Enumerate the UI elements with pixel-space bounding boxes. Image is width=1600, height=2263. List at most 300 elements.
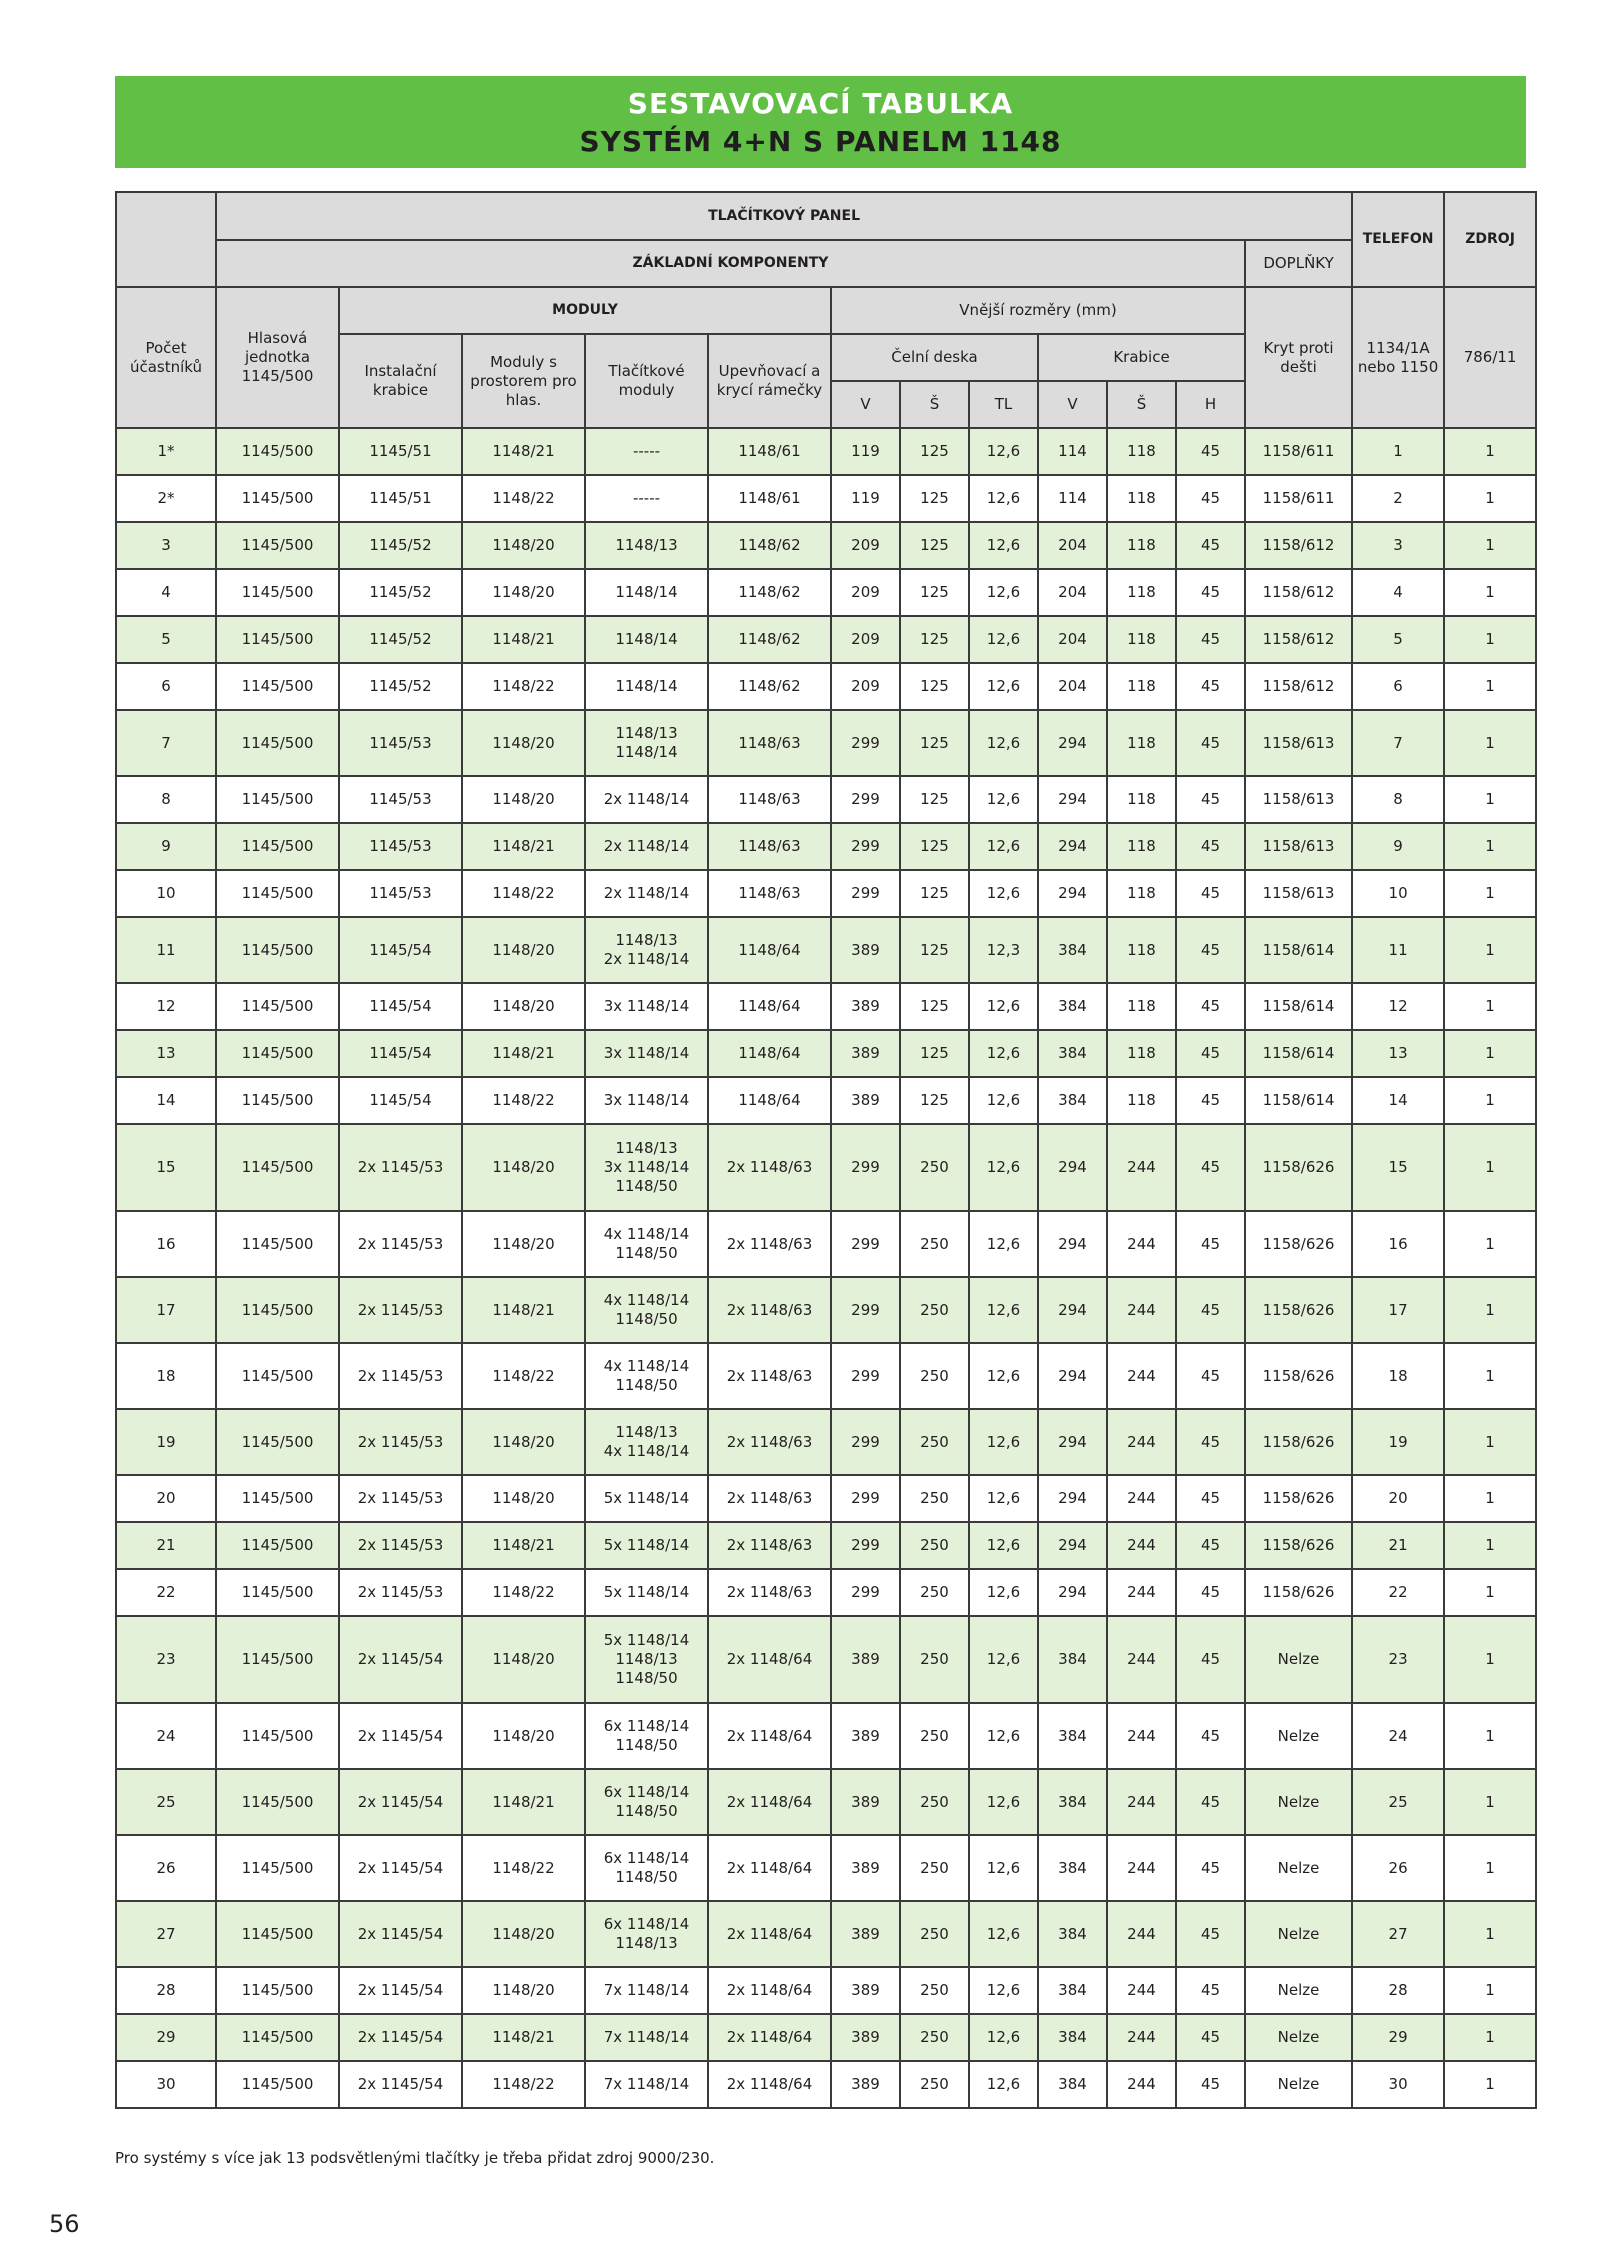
cell-button-modules: ----- (585, 475, 708, 522)
cell-box-v: 384 (1038, 2061, 1107, 2108)
header-telefon-model: 1134/1A nebo 1150 (1352, 287, 1444, 428)
cell-box-v: 384 (1038, 1967, 1107, 2014)
cell-front-s: 250 (900, 1769, 969, 1835)
header-install-box: Instalační krabice (339, 334, 462, 428)
cell-rain-cover: 1158/626 (1245, 1277, 1352, 1343)
cell-front-tl: 12,6 (969, 1967, 1038, 2014)
cell-telefon: 11 (1352, 917, 1444, 983)
cell-telefon: 17 (1352, 1277, 1444, 1343)
cell-voice-module: 1148/20 (462, 983, 585, 1030)
cell-zdroj: 1 (1444, 1277, 1536, 1343)
cell-telefon: 20 (1352, 1475, 1444, 1522)
cell-box-v: 204 (1038, 569, 1107, 616)
cell-rain-cover: 1158/614 (1245, 917, 1352, 983)
cell-telefon: 15 (1352, 1124, 1444, 1211)
cell-frames: 1148/63 (708, 776, 831, 823)
cell-voice-module: 1148/20 (462, 1967, 585, 2014)
cell-box-v: 294 (1038, 1124, 1107, 1211)
cell-install-box: 1145/53 (339, 823, 462, 870)
table-row (116, 1475, 1536, 1522)
cell-telefon: 10 (1352, 870, 1444, 917)
cell-front-tl: 12,6 (969, 1522, 1038, 1569)
cell-zdroj: 1 (1444, 1124, 1536, 1211)
cell-count: 20 (116, 1475, 216, 1522)
cell-front-tl: 12,6 (969, 663, 1038, 710)
cell-button-modules: 1148/13 3x 1148/14 1148/50 (585, 1124, 708, 1211)
header-box-v: V (1038, 381, 1107, 428)
cell-box-h: 45 (1176, 1343, 1245, 1409)
cell-voice-unit: 1145/500 (216, 1616, 339, 1703)
cell-front-tl: 12,6 (969, 2014, 1038, 2061)
table-row (116, 1343, 1536, 1409)
cell-front-v: 299 (831, 776, 900, 823)
cell-install-box: 2x 1145/54 (339, 1967, 462, 2014)
cell-telefon: 1 (1352, 428, 1444, 475)
cell-frames: 2x 1148/63 (708, 1277, 831, 1343)
cell-button-modules: 7x 1148/14 (585, 2014, 708, 2061)
cell-telefon: 28 (1352, 1967, 1444, 2014)
cell-voice-unit: 1145/500 (216, 2014, 339, 2061)
cell-box-s: 244 (1107, 2061, 1176, 2108)
cell-box-v: 294 (1038, 710, 1107, 776)
cell-zdroj: 1 (1444, 1475, 1536, 1522)
header-front-v: V (831, 381, 900, 428)
cell-voice-unit: 1145/500 (216, 870, 339, 917)
cell-count: 19 (116, 1409, 216, 1475)
cell-telefon: 23 (1352, 1616, 1444, 1703)
cell-front-s: 250 (900, 1835, 969, 1901)
cell-voice-unit: 1145/500 (216, 1769, 339, 1835)
cell-voice-module: 1148/22 (462, 870, 585, 917)
cell-voice-module: 1148/20 (462, 1409, 585, 1475)
cell-count: 25 (116, 1769, 216, 1835)
cell-count: 27 (116, 1901, 216, 1967)
cell-voice-unit: 1145/500 (216, 983, 339, 1030)
cell-rain-cover: 1158/612 (1245, 522, 1352, 569)
table-row (116, 569, 1536, 616)
cell-box-v: 294 (1038, 1277, 1107, 1343)
cell-box-h: 45 (1176, 1522, 1245, 1569)
cell-zdroj: 1 (1444, 823, 1536, 870)
cell-front-v: 119 (831, 428, 900, 475)
cell-box-h: 45 (1176, 2014, 1245, 2061)
cell-count: 26 (116, 1835, 216, 1901)
cell-rain-cover: 1158/626 (1245, 1569, 1352, 1616)
cell-voice-unit: 1145/500 (216, 1030, 339, 1077)
cell-front-v: 389 (831, 2014, 900, 2061)
cell-front-v: 299 (831, 1475, 900, 1522)
cell-front-s: 125 (900, 917, 969, 983)
cell-front-tl: 12,6 (969, 710, 1038, 776)
cell-voice-module: 1148/22 (462, 1343, 585, 1409)
cell-count: 1* (116, 428, 216, 475)
cell-rain-cover: 1158/613 (1245, 710, 1352, 776)
cell-front-s: 250 (900, 1901, 969, 1967)
header-front-tl: TL (969, 381, 1038, 428)
header-basic-components: ZÁKLADNÍ KOMPONENTY (216, 240, 1245, 287)
cell-box-s: 244 (1107, 1277, 1176, 1343)
cell-front-tl: 12,6 (969, 1077, 1038, 1124)
cell-count: 11 (116, 917, 216, 983)
cell-count: 10 (116, 870, 216, 917)
cell-box-v: 384 (1038, 1077, 1107, 1124)
cell-rain-cover: 1158/613 (1245, 823, 1352, 870)
cell-rain-cover: 1158/613 (1245, 776, 1352, 823)
cell-install-box: 1145/53 (339, 710, 462, 776)
cell-button-modules: 3x 1148/14 (585, 983, 708, 1030)
cell-front-v: 299 (831, 1522, 900, 1569)
cell-button-modules: 1148/14 (585, 569, 708, 616)
cell-box-h: 45 (1176, 2061, 1245, 2108)
cell-telefon: 18 (1352, 1343, 1444, 1409)
cell-front-tl: 12,6 (969, 1901, 1038, 1967)
table-row (116, 983, 1536, 1030)
cell-front-s: 125 (900, 1077, 969, 1124)
cell-box-v: 294 (1038, 1475, 1107, 1522)
cell-voice-unit: 1145/500 (216, 1475, 339, 1522)
cell-count: 16 (116, 1211, 216, 1277)
cell-front-tl: 12,6 (969, 1769, 1038, 1835)
cell-front-tl: 12,3 (969, 917, 1038, 983)
cell-install-box: 2x 1145/54 (339, 1769, 462, 1835)
header-modules: MODULY (339, 287, 831, 334)
cell-voice-module: 1148/21 (462, 1030, 585, 1077)
cell-voice-unit: 1145/500 (216, 569, 339, 616)
cell-install-box: 2x 1145/54 (339, 1703, 462, 1769)
cell-zdroj: 1 (1444, 1077, 1536, 1124)
cell-button-modules: 5x 1148/14 (585, 1522, 708, 1569)
cell-voice-module: 1148/21 (462, 823, 585, 870)
page-subtitle: SYSTÉM 4+N S PANELM 1148 (579, 125, 1062, 158)
cell-box-h: 45 (1176, 663, 1245, 710)
cell-count: 3 (116, 522, 216, 569)
cell-front-tl: 12,6 (969, 1835, 1038, 1901)
cell-front-v: 389 (831, 917, 900, 983)
cell-voice-unit: 1145/500 (216, 1277, 339, 1343)
cell-front-v: 389 (831, 1077, 900, 1124)
cell-voice-module: 1148/20 (462, 1475, 585, 1522)
cell-voice-module: 1148/22 (462, 1835, 585, 1901)
table-row (116, 1409, 1536, 1475)
cell-voice-unit: 1145/500 (216, 475, 339, 522)
cell-install-box: 1145/51 (339, 475, 462, 522)
cell-front-v: 299 (831, 1569, 900, 1616)
cell-front-s: 250 (900, 1522, 969, 1569)
cell-box-v: 294 (1038, 1569, 1107, 1616)
cell-button-modules: 5x 1148/14 (585, 1475, 708, 1522)
table-row (116, 870, 1536, 917)
table-row (116, 1124, 1536, 1211)
cell-telefon: 13 (1352, 1030, 1444, 1077)
cell-box-v: 294 (1038, 870, 1107, 917)
cell-count: 9 (116, 823, 216, 870)
cell-button-modules: 1148/14 (585, 616, 708, 663)
cell-frames: 2x 1148/63 (708, 1211, 831, 1277)
cell-box-v: 384 (1038, 1835, 1107, 1901)
table-row (116, 1211, 1536, 1277)
cell-button-modules: 7x 1148/14 (585, 2061, 708, 2108)
cell-zdroj: 1 (1444, 1703, 1536, 1769)
cell-front-s: 125 (900, 663, 969, 710)
header-box-s: Š (1107, 381, 1176, 428)
cell-voice-module: 1148/21 (462, 1277, 585, 1343)
cell-frames: 1148/62 (708, 522, 831, 569)
cell-zdroj: 1 (1444, 1901, 1536, 1967)
table-row (116, 823, 1536, 870)
cell-box-h: 45 (1176, 475, 1245, 522)
header-subscriber-count: Počet účastníků (116, 287, 216, 428)
cell-zdroj: 1 (1444, 2061, 1536, 2108)
table-row (116, 1030, 1536, 1077)
cell-front-v: 299 (831, 710, 900, 776)
cell-box-h: 45 (1176, 1475, 1245, 1522)
cell-voice-unit: 1145/500 (216, 522, 339, 569)
header-telefon: TELEFON (1352, 192, 1444, 287)
cell-frames: 2x 1148/64 (708, 2061, 831, 2108)
cell-box-v: 294 (1038, 1343, 1107, 1409)
cell-box-h: 45 (1176, 1616, 1245, 1703)
cell-frames: 1148/61 (708, 475, 831, 522)
cell-button-modules: 5x 1148/14 1148/13 1148/50 (585, 1616, 708, 1703)
header-rain-cover: Kryt proti dešti (1245, 287, 1352, 428)
table-row (116, 2014, 1536, 2061)
cell-front-s: 250 (900, 1616, 969, 1703)
table-row (116, 917, 1536, 983)
cell-telefon: 25 (1352, 1769, 1444, 1835)
cell-install-box: 1145/51 (339, 428, 462, 475)
cell-frames: 1148/63 (708, 823, 831, 870)
cell-install-box: 1145/53 (339, 776, 462, 823)
cell-box-s: 244 (1107, 1967, 1176, 2014)
cell-voice-module: 1148/20 (462, 1124, 585, 1211)
cell-voice-module: 1148/22 (462, 1569, 585, 1616)
cell-voice-module: 1148/22 (462, 2061, 585, 2108)
cell-install-box: 2x 1145/53 (339, 1124, 462, 1211)
cell-front-v: 299 (831, 1211, 900, 1277)
header-frames: Upevňovací a krycí rámečky (708, 334, 831, 428)
table-row (116, 1077, 1536, 1124)
cell-voice-module: 1148/20 (462, 522, 585, 569)
header-box: Krabice (1038, 334, 1245, 381)
cell-count: 2* (116, 475, 216, 522)
cell-front-tl: 12,6 (969, 1277, 1038, 1343)
cell-install-box: 2x 1145/54 (339, 2014, 462, 2061)
cell-box-v: 384 (1038, 1703, 1107, 1769)
cell-voice-unit: 1145/500 (216, 1077, 339, 1124)
cell-install-box: 2x 1145/54 (339, 1901, 462, 1967)
cell-zdroj: 1 (1444, 983, 1536, 1030)
cell-telefon: 14 (1352, 1077, 1444, 1124)
cell-voice-unit: 1145/500 (216, 663, 339, 710)
cell-rain-cover: 1158/626 (1245, 1475, 1352, 1522)
cell-telefon: 7 (1352, 710, 1444, 776)
cell-voice-module: 1148/20 (462, 917, 585, 983)
cell-rain-cover: 1158/614 (1245, 983, 1352, 1030)
table-row (116, 710, 1536, 776)
cell-front-v: 299 (831, 823, 900, 870)
cell-box-h: 45 (1176, 1569, 1245, 1616)
cell-zdroj: 1 (1444, 475, 1536, 522)
cell-count: 12 (116, 983, 216, 1030)
cell-button-modules: 6x 1148/14 1148/50 (585, 1835, 708, 1901)
cell-voice-unit: 1145/500 (216, 917, 339, 983)
cell-box-h: 45 (1176, 1211, 1245, 1277)
cell-frames: 2x 1148/63 (708, 1409, 831, 1475)
cell-button-modules: 3x 1148/14 (585, 1077, 708, 1124)
cell-frames: 1148/64 (708, 1077, 831, 1124)
cell-frames: 2x 1148/64 (708, 1703, 831, 1769)
header-outer-dimensions: Vnější rozměry (mm) (831, 287, 1245, 334)
cell-box-s: 244 (1107, 1409, 1176, 1475)
cell-box-h: 45 (1176, 1030, 1245, 1077)
cell-front-s: 250 (900, 1569, 969, 1616)
cell-zdroj: 1 (1444, 1835, 1536, 1901)
cell-count: 7 (116, 710, 216, 776)
cell-install-box: 2x 1145/53 (339, 1475, 462, 1522)
cell-count: 13 (116, 1030, 216, 1077)
cell-box-h: 45 (1176, 917, 1245, 983)
cell-voice-module: 1148/21 (462, 616, 585, 663)
cell-button-modules: 2x 1148/14 (585, 776, 708, 823)
cell-front-s: 250 (900, 2014, 969, 2061)
cell-front-s: 125 (900, 870, 969, 917)
header-voice-unit: Hlasová jednotka 1145/500 (216, 287, 339, 428)
cell-box-s: 118 (1107, 1030, 1176, 1077)
cell-front-v: 299 (831, 870, 900, 917)
cell-box-v: 294 (1038, 1409, 1107, 1475)
cell-telefon: 12 (1352, 983, 1444, 1030)
cell-voice-module: 1148/22 (462, 663, 585, 710)
cell-telefon: 27 (1352, 1901, 1444, 1967)
cell-front-tl: 12,6 (969, 1475, 1038, 1522)
cell-zdroj: 1 (1444, 776, 1536, 823)
table-header (116, 192, 1536, 428)
cell-telefon: 5 (1352, 616, 1444, 663)
cell-box-v: 294 (1038, 823, 1107, 870)
cell-box-v: 384 (1038, 1769, 1107, 1835)
cell-voice-unit: 1145/500 (216, 776, 339, 823)
cell-box-v: 384 (1038, 2014, 1107, 2061)
cell-box-s: 118 (1107, 616, 1176, 663)
cell-rain-cover: 1158/626 (1245, 1522, 1352, 1569)
cell-button-modules: 1148/13 (585, 522, 708, 569)
cell-box-s: 244 (1107, 1901, 1176, 1967)
cell-telefon: 8 (1352, 776, 1444, 823)
cell-front-tl: 12,6 (969, 1569, 1038, 1616)
cell-telefon: 24 (1352, 1703, 1444, 1769)
cell-rain-cover: 1158/626 (1245, 1124, 1352, 1211)
cell-install-box: 2x 1145/53 (339, 1409, 462, 1475)
table-row (116, 522, 1536, 569)
cell-voice-unit: 1145/500 (216, 428, 339, 475)
cell-zdroj: 1 (1444, 522, 1536, 569)
cell-box-h: 45 (1176, 569, 1245, 616)
cell-voice-unit: 1145/500 (216, 1343, 339, 1409)
cell-zdroj: 1 (1444, 2014, 1536, 2061)
cell-front-tl: 12,6 (969, 1343, 1038, 1409)
cell-front-v: 389 (831, 1616, 900, 1703)
cell-frames: 1148/64 (708, 983, 831, 1030)
cell-front-s: 250 (900, 1124, 969, 1211)
cell-button-modules: ----- (585, 428, 708, 475)
cell-voice-unit: 1145/500 (216, 1409, 339, 1475)
cell-voice-module: 1148/20 (462, 1211, 585, 1277)
cell-install-box: 2x 1145/53 (339, 1522, 462, 1569)
cell-box-v: 384 (1038, 1030, 1107, 1077)
table-row (116, 428, 1536, 475)
cell-voice-unit: 1145/500 (216, 1835, 339, 1901)
cell-telefon: 4 (1352, 569, 1444, 616)
cell-frames: 2x 1148/64 (708, 1769, 831, 1835)
cell-zdroj: 1 (1444, 663, 1536, 710)
cell-button-modules: 6x 1148/14 1148/13 (585, 1901, 708, 1967)
cell-button-modules: 3x 1148/14 (585, 1030, 708, 1077)
cell-telefon: 30 (1352, 2061, 1444, 2108)
cell-rain-cover: 1158/613 (1245, 870, 1352, 917)
cell-frames: 2x 1148/63 (708, 1569, 831, 1616)
cell-box-v: 294 (1038, 1522, 1107, 1569)
cell-count: 23 (116, 1616, 216, 1703)
cell-front-s: 250 (900, 1277, 969, 1343)
cell-box-s: 244 (1107, 1211, 1176, 1277)
header-voice-modules: Moduly s prostorem pro hlas. (462, 334, 585, 428)
cell-front-tl: 12,6 (969, 616, 1038, 663)
cell-front-v: 389 (831, 2061, 900, 2108)
header-box-h: H (1176, 381, 1245, 428)
table-row (116, 1901, 1536, 1967)
header-button-panel: TLAČÍTKOVÝ PANEL (216, 192, 1352, 240)
cell-button-modules: 6x 1148/14 1148/50 (585, 1703, 708, 1769)
cell-front-v: 389 (831, 1703, 900, 1769)
cell-count: 18 (116, 1343, 216, 1409)
cell-frames: 1148/63 (708, 710, 831, 776)
cell-box-s: 118 (1107, 1077, 1176, 1124)
cell-rain-cover: 1158/626 (1245, 1409, 1352, 1475)
cell-telefon: 9 (1352, 823, 1444, 870)
cell-voice-module: 1148/22 (462, 1077, 585, 1124)
cell-box-h: 45 (1176, 1409, 1245, 1475)
cell-box-h: 45 (1176, 983, 1245, 1030)
cell-rain-cover: Nelze (1245, 2014, 1352, 2061)
cell-telefon: 22 (1352, 1569, 1444, 1616)
cell-button-modules: 7x 1148/14 (585, 1967, 708, 2014)
cell-front-v: 389 (831, 1901, 900, 1967)
cell-install-box: 1145/54 (339, 917, 462, 983)
cell-count: 4 (116, 569, 216, 616)
cell-front-s: 250 (900, 1967, 969, 2014)
cell-zdroj: 1 (1444, 428, 1536, 475)
cell-box-s: 244 (1107, 1835, 1176, 1901)
cell-front-tl: 12,6 (969, 569, 1038, 616)
cell-front-tl: 12,6 (969, 983, 1038, 1030)
cell-front-tl: 12,6 (969, 1124, 1038, 1211)
table-row (116, 1703, 1536, 1769)
cell-box-s: 118 (1107, 823, 1176, 870)
cell-front-v: 209 (831, 569, 900, 616)
cell-box-s: 244 (1107, 1343, 1176, 1409)
cell-zdroj: 1 (1444, 616, 1536, 663)
cell-front-v: 299 (831, 1124, 900, 1211)
cell-install-box: 2x 1145/53 (339, 1211, 462, 1277)
cell-count: 30 (116, 2061, 216, 2108)
cell-install-box: 2x 1145/53 (339, 1569, 462, 1616)
cell-telefon: 16 (1352, 1211, 1444, 1277)
cell-install-box: 1145/53 (339, 870, 462, 917)
cell-button-modules: 6x 1148/14 1148/50 (585, 1769, 708, 1835)
cell-box-v: 204 (1038, 616, 1107, 663)
cell-front-tl: 12,6 (969, 1030, 1038, 1077)
page-title: SESTAVOVACÍ TABULKA (627, 87, 1014, 120)
